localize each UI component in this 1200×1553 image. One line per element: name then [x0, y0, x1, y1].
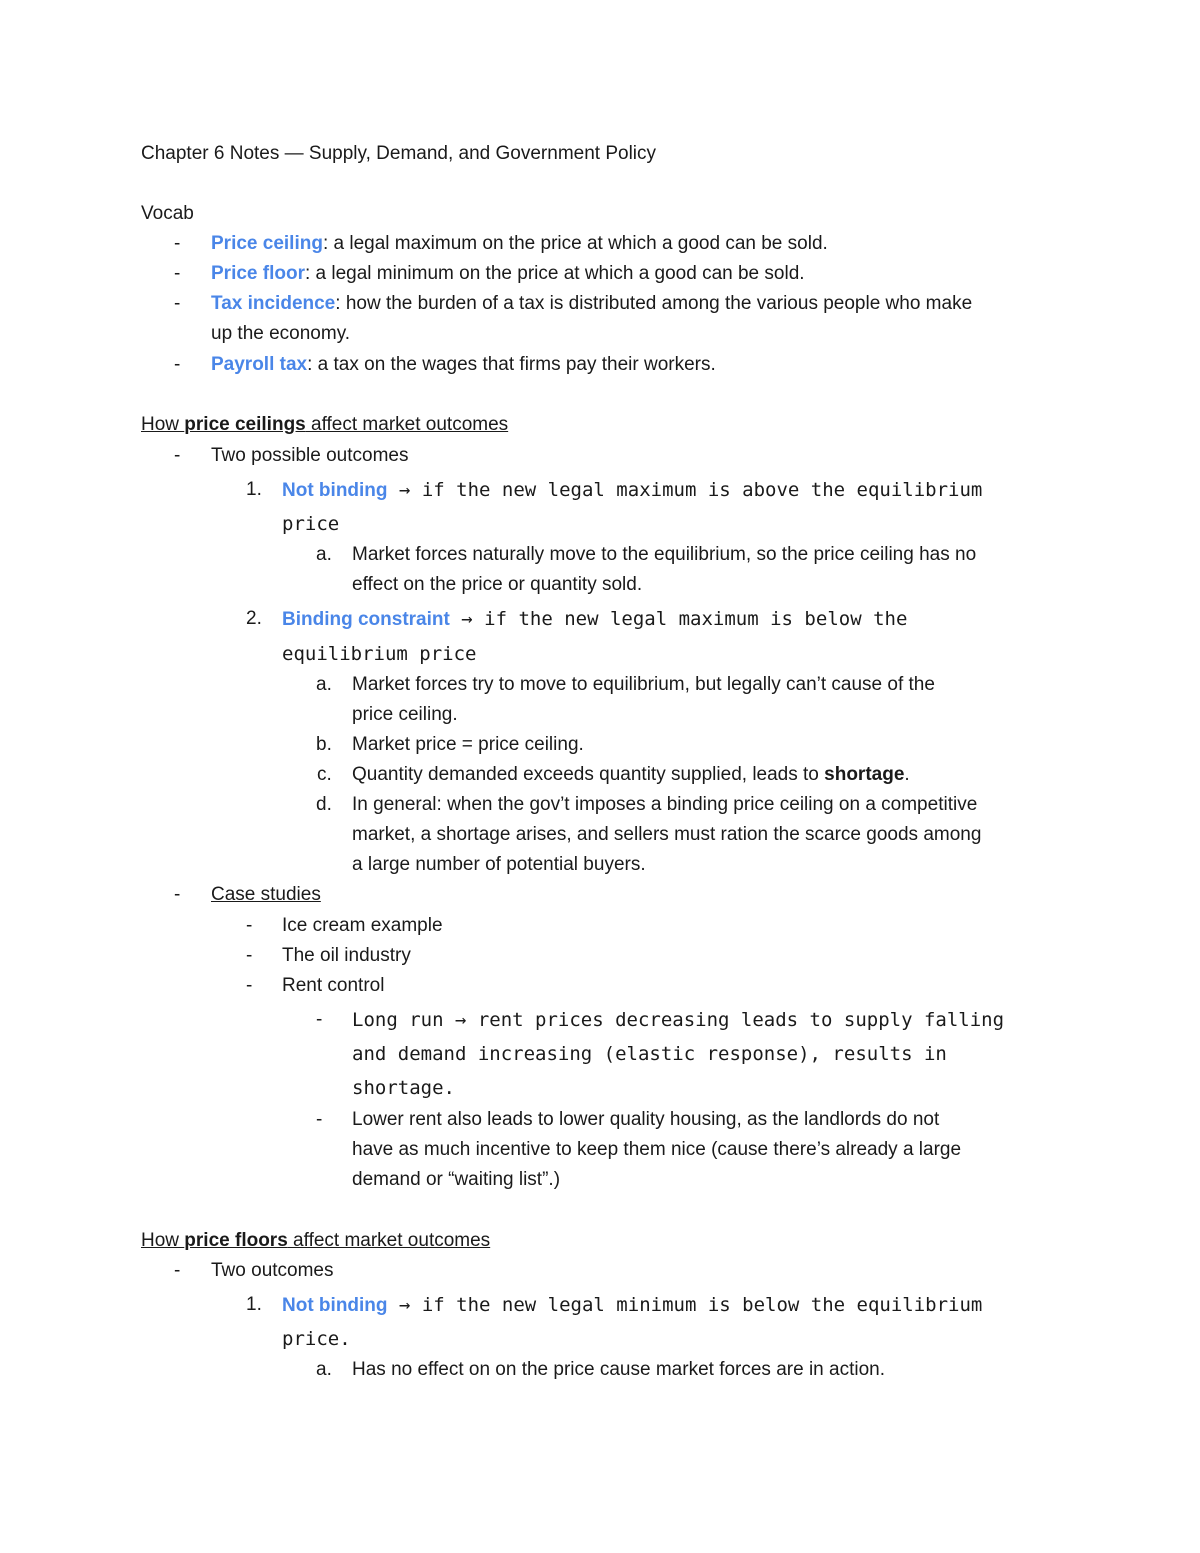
- bullet-dash: -: [174, 263, 181, 284]
- case-study-item: Rent control: [282, 975, 385, 996]
- rent-control-note: and demand increasing (elastic response), results in: [352, 1043, 947, 1065]
- outcome-description-continued: price.: [282, 1328, 351, 1350]
- sub-point-text: Quantity demanded exceeds quantity supplied, leads to: [352, 764, 825, 785]
- outcome-not-binding: [282, 1293, 982, 1318]
- sub-point-text: Market forces try to move to equilibrium, but legally can’t cause of the: [352, 674, 935, 695]
- outcome-term: Not binding: [282, 480, 388, 501]
- outcome-binding-constraint: [282, 607, 907, 632]
- vocab-definition: : how the burden of a tax is distributed among the various people who make: [335, 293, 973, 314]
- vocab-term: Tax incidence: [211, 293, 336, 314]
- vocab-term: Payroll tax: [211, 354, 308, 375]
- outcome-description: → if the new legal maximum is above the equilibrium: [387, 479, 983, 501]
- case-study-item: Ice cream example: [282, 915, 443, 936]
- list-letter: d.: [316, 794, 332, 815]
- rent-control-note: have as much incentive to keep them nice (cause there’s already a large: [352, 1139, 962, 1160]
- vocab-item-price-ceiling: [211, 232, 828, 256]
- bullet-dash: -: [246, 975, 253, 996]
- bullet-dash: -: [316, 1109, 323, 1130]
- vocab-item-price-floor: [211, 262, 805, 286]
- heading-emphasis: price floors: [184, 1230, 288, 1251]
- rent-control-note: Lower rent also leads to lower quality housing, as the landlords do not: [352, 1109, 940, 1130]
- sub-point-text: effect on the price or quantity sold.: [352, 574, 643, 595]
- sub-point-text: market, a shortage arises, and sellers must ration the scarce goods among: [352, 824, 982, 845]
- list-letter: c.: [317, 764, 332, 785]
- vocab-heading: Vocab: [141, 203, 194, 224]
- heading-emphasis: price ceilings: [184, 414, 306, 435]
- bullet-dash: -: [174, 233, 181, 254]
- outcome-description: → if the new legal maximum is below the: [449, 608, 908, 630]
- case-studies-heading: Case studies: [211, 884, 321, 905]
- document-title: Chapter 6 Notes — Supply, Demand, and Government Policy: [141, 143, 657, 164]
- list-letter: a.: [316, 544, 332, 565]
- bullet-dash: -: [174, 884, 181, 905]
- heading-text: affect market outcomes: [287, 1230, 491, 1251]
- sub-point-text: In general: when the gov’t imposes a binding price ceiling on a competitive: [352, 794, 978, 815]
- bullet-dash: -: [174, 445, 181, 466]
- sub-point-text: price ceiling.: [352, 704, 458, 725]
- section-heading-price-ceilings: [141, 413, 508, 437]
- vocab-item-payroll-tax: [211, 353, 716, 377]
- bullet-dash: -: [316, 1009, 323, 1030]
- outcome-description: → if the new legal minimum is below the equilibrium: [387, 1294, 983, 1316]
- list-letter: b.: [316, 734, 332, 755]
- vocab-term: Price floor: [211, 263, 305, 284]
- vocab-definition: : a tax on the wages that firms pay their workers.: [307, 354, 716, 375]
- outcome-term: Binding constraint: [282, 609, 450, 630]
- rent-control-note: demand or “waiting list”.): [352, 1169, 561, 1190]
- list-letter: a.: [316, 1359, 332, 1380]
- outcomes-label: Two possible outcomes: [211, 445, 409, 466]
- heading-text: How: [141, 1230, 185, 1251]
- bullet-dash: -: [174, 1260, 181, 1281]
- sub-point-text: Market forces naturally move to the equilibrium, so the price ceiling has no: [352, 544, 977, 565]
- sub-point-shortage: [352, 763, 910, 787]
- sub-point-text: a large number of potential buyers.: [352, 854, 646, 875]
- rent-control-note: shortage.: [352, 1077, 455, 1099]
- vocab-definition: : a legal maximum on the price at which a good can be sold.: [322, 233, 828, 254]
- outcome-term: Not binding: [282, 1295, 388, 1316]
- bullet-dash: -: [174, 293, 181, 314]
- list-number: 2.: [246, 608, 262, 629]
- list-number: 1.: [246, 1294, 262, 1315]
- vocab-definition: : a legal minimum on the price at which a good can be sold.: [304, 263, 805, 284]
- outcome-description-continued: price: [282, 513, 340, 535]
- outcomes-label: Two outcomes: [211, 1260, 334, 1281]
- heading-text: How: [141, 414, 185, 435]
- bullet-dash: -: [246, 945, 253, 966]
- vocab-definition-continued: up the economy.: [211, 323, 351, 344]
- heading-text: affect market outcomes: [305, 414, 509, 435]
- sub-point-text: Has no effect on on the price cause market forces are in action.: [352, 1359, 885, 1380]
- sub-point-text: .: [904, 764, 910, 785]
- case-study-item: The oil industry: [282, 945, 411, 966]
- list-number: 1.: [246, 479, 262, 500]
- sub-point-text: Market price = price ceiling.: [352, 734, 584, 755]
- rent-control-note: Long run → rent prices decreasing leads to supply falling: [352, 1009, 1005, 1031]
- shortage-emphasis: shortage: [824, 764, 905, 785]
- vocab-item-tax-incidence: [211, 292, 972, 316]
- section-heading-price-floors: [141, 1229, 490, 1253]
- list-letter: a.: [316, 674, 332, 695]
- bullet-dash: -: [246, 915, 253, 936]
- vocab-term: Price ceiling: [211, 233, 323, 254]
- outcome-not-binding: [282, 478, 982, 503]
- bullet-dash: -: [174, 354, 181, 375]
- outcome-description-continued: equilibrium price: [282, 643, 477, 665]
